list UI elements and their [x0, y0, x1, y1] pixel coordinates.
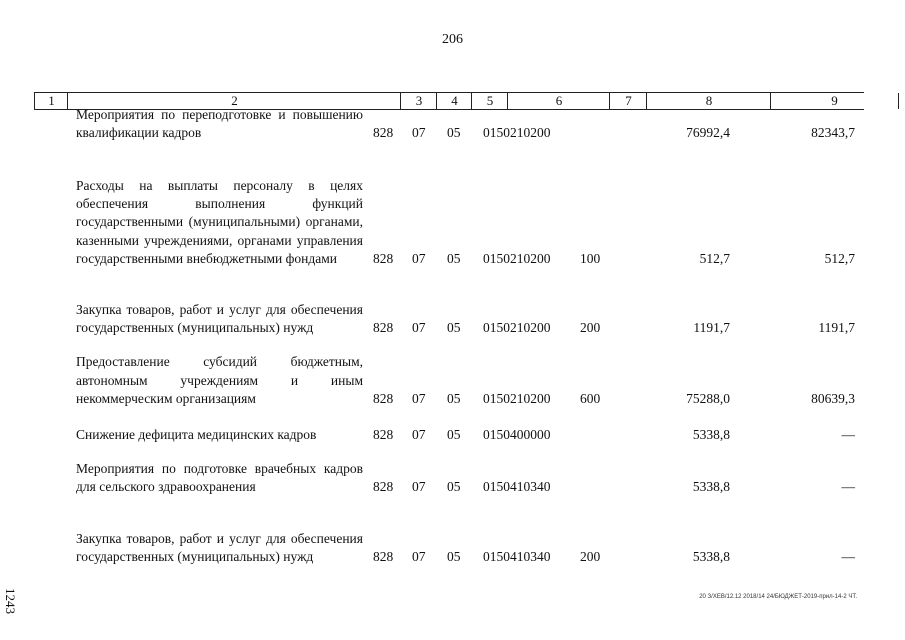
row-col-5: 05: [447, 319, 461, 335]
row-col-9: 1191,7: [818, 319, 855, 335]
row-col-4: 07: [412, 426, 426, 442]
row-col-9: —: [841, 426, 855, 442]
header-col-6: 6: [507, 93, 610, 109]
row-col-4: 07: [412, 478, 426, 494]
row-col-3: 828: [373, 390, 394, 406]
table-row: [0, 284, 905, 337]
row-description: Снижение дефицита медицинских кадров: [76, 426, 317, 442]
row-col-3: 828: [373, 548, 394, 564]
row-col-3: 828: [373, 319, 394, 335]
header-col-9: 9: [770, 93, 899, 109]
row-col-9: 82343,7: [811, 124, 855, 140]
row-col-5: 05: [447, 548, 461, 564]
row-col-8: 1191,7: [693, 319, 730, 335]
row-col-3: 828: [373, 124, 394, 140]
table-row: [0, 106, 905, 142]
table-row: [0, 460, 905, 496]
row-col-7: 200: [580, 548, 601, 564]
row-description: Мероприятия по подготовке врачебных кадров для сельского здравоохранения: [76, 460, 363, 494]
row-col-4: 07: [412, 548, 426, 564]
row-col-6: 0150210200: [483, 250, 551, 266]
row-col-6: 0150410340: [483, 478, 551, 494]
header-col-5: 5: [471, 93, 508, 109]
row-col-3: 828: [373, 478, 394, 494]
row-col-9: —: [841, 478, 855, 494]
row-description: Мероприятия по переподготовке и повышению квалификации кадров: [76, 106, 363, 140]
header-col-8: 8: [646, 93, 771, 109]
row-col-5: 05: [447, 478, 461, 494]
row-description: Закупка товаров, работ и услуг для обеспечения государственных (муниципальных) нужд: [76, 301, 363, 335]
row-col-5: 05: [447, 390, 461, 406]
row-col-5: 05: [447, 426, 461, 442]
row-col-3: 828: [373, 250, 394, 266]
row-col-9: 80639,3: [811, 390, 855, 406]
row-col-7: 600: [580, 390, 601, 406]
row-col-4: 07: [412, 124, 426, 140]
row-col-8: 512,7: [699, 250, 730, 266]
page-number: 206: [442, 32, 463, 47]
row-col-8: 75288,0: [686, 390, 730, 406]
row-col-4: 07: [412, 250, 426, 266]
header-col-1: 1: [34, 93, 68, 109]
row-col-7: 200: [580, 319, 601, 335]
row-col-6: 0150210200: [483, 124, 551, 140]
footer-note: 20 З/ХЕВ/12.12 2018/14 24/БЮДЖЕТ-2019-прил-14-2 ЧТ.: [699, 594, 857, 600]
row-col-8: 5338,8: [692, 548, 730, 564]
row-col-5: 05: [447, 124, 461, 140]
row-col-4: 07: [412, 390, 426, 406]
row-col-6: 0150410340: [483, 548, 551, 564]
row-col-4: 07: [412, 319, 426, 335]
row-col-9: —: [841, 548, 855, 564]
header-col-3: 3: [400, 93, 437, 109]
row-description: Закупка товаров, работ и услуг для обеспечения государственных (муниципальных) нужд: [76, 530, 363, 564]
header-col-2: 2: [67, 93, 401, 109]
row-col-9: 512,7: [824, 250, 855, 266]
header-col-7: 7: [609, 93, 647, 109]
row-col-8: 5338,8: [692, 426, 730, 442]
row-col-6: 0150400000: [483, 426, 551, 442]
table-row: [0, 354, 905, 408]
table-row: [0, 425, 905, 444]
row-description: Расходы на выплаты персоналу в целях обеспечения выполнения функций государственными (муниципальными) органами, казенными учреждениями, органами управления государственными внебюджетными фондами: [76, 177, 363, 266]
row-description: Предоставление субсидий бюджетным, автономным учреждениям и иным некоммерческим организациям: [76, 354, 363, 406]
table-row: [0, 512, 905, 566]
row-col-3: 828: [373, 426, 394, 442]
row-col-5: 05: [447, 250, 461, 266]
row-col-8: 76992,4: [686, 124, 730, 140]
table-row: [0, 162, 905, 268]
row-col-7: 100: [580, 250, 601, 266]
row-col-6: 0150210200: [483, 390, 551, 406]
side-page-number: 1243: [3, 588, 18, 614]
row-col-6: 0150210200: [483, 319, 551, 335]
header-col-4: 4: [436, 93, 472, 109]
row-col-8: 5338,8: [692, 478, 730, 494]
